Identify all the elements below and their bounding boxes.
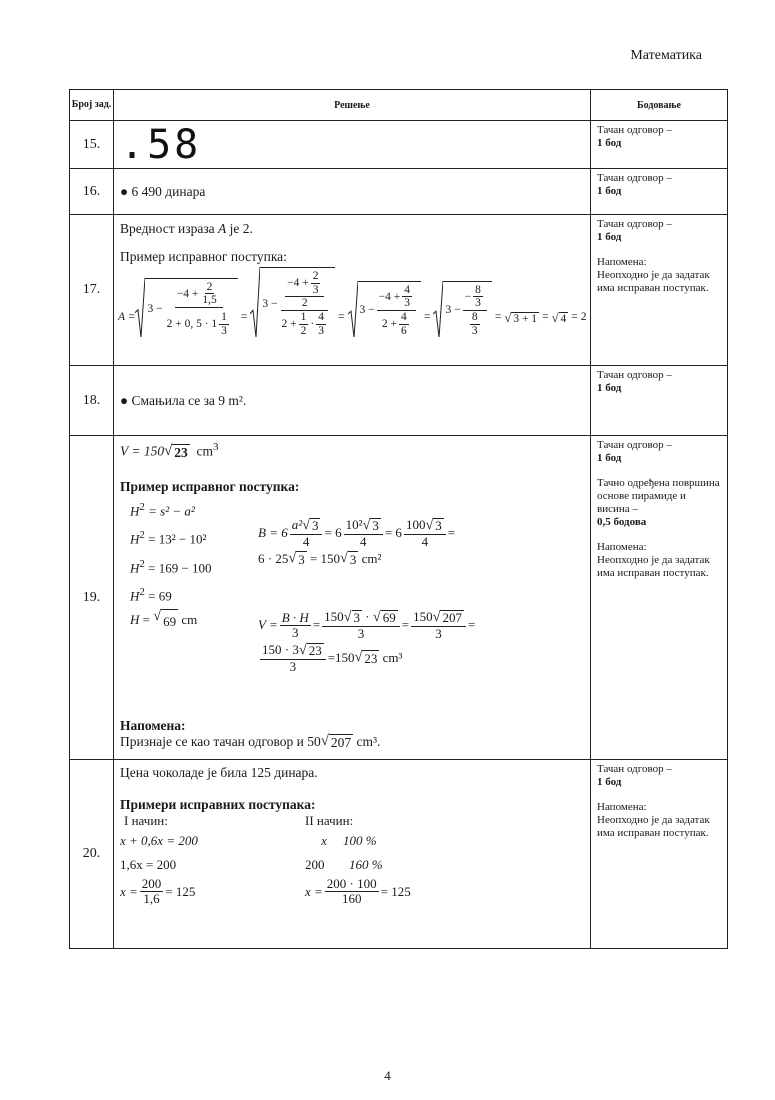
scoring-points: 1 бод bbox=[597, 452, 622, 464]
task-number: 19. bbox=[70, 436, 114, 760]
scoring-line: Тачан одговор – bbox=[597, 763, 672, 775]
task-number: 18. bbox=[70, 366, 114, 436]
answer-post: је 2. bbox=[226, 221, 253, 236]
method-line: x = $\frac{200 \cdot 100}{160}$ = 125 bbox=[305, 876, 411, 907]
solution-cell bbox=[114, 436, 591, 760]
method-title: II начин: bbox=[305, 813, 354, 828]
scoring-cell bbox=[591, 121, 728, 169]
step-4: $H^2 = 69$ bbox=[130, 585, 172, 604]
page-number: 4 bbox=[384, 1068, 391, 1083]
note-text: Неопходно је да задатак има исправан поступак. bbox=[597, 269, 710, 294]
answer-text bbox=[120, 221, 584, 237]
subject-header: Математика bbox=[630, 48, 702, 63]
scoring-cell bbox=[591, 215, 728, 366]
method-line: 1,6x = 200 bbox=[120, 857, 177, 872]
method-line: 200 160 % bbox=[305, 857, 383, 872]
task-number: 16. bbox=[70, 169, 114, 215]
formula-result: 2 bbox=[580, 311, 587, 324]
table-row-19 bbox=[70, 436, 728, 760]
scoring-cell bbox=[591, 760, 728, 949]
scoring-cell bbox=[591, 436, 728, 760]
table-row-17 bbox=[70, 215, 728, 366]
sqrt-term-5: √ 3 + 1 bbox=[504, 311, 538, 326]
v-formula: V = $\frac{B \cdot H}{3}$ = 150 √ 3 · √ 69 3 = 150 √ 207 3 = 150 · 3 √ 23 3 =150 √ 23 cm³ bbox=[258, 609, 476, 674]
method-title: I начин: bbox=[124, 813, 168, 828]
scoring-line: Тачан одговор – bbox=[597, 124, 672, 136]
method-2 bbox=[305, 813, 411, 907]
method-line: x 100 % bbox=[321, 833, 377, 848]
answer-text: ● 6 490 динара bbox=[120, 183, 206, 199]
scoring-line: Тачан одговор – bbox=[597, 218, 672, 230]
procedure-title: Пример исправног поступка: bbox=[120, 478, 300, 494]
table-row-18 bbox=[70, 366, 728, 436]
sqrt-term-4: 3 − − $\frac{8}{3}$ $\frac{8}{3}$ bbox=[433, 281, 491, 338]
sqrt-term-2: 3 − −4 + $\frac{2}{3}$ 2 2 + $\frac{1}{2}$ · $\frac{4}{3}$ bbox=[250, 267, 335, 337]
note-title: Напомена: bbox=[120, 718, 186, 733]
solution-cell bbox=[114, 121, 591, 169]
procedure-title: Пример исправног поступка: bbox=[120, 249, 287, 264]
sqrt-term-6: √ 4 bbox=[551, 311, 567, 326]
note-title: Напомена: bbox=[597, 801, 647, 813]
method-line: x + 0,6x = 200 bbox=[120, 833, 198, 848]
answer-pre: Вредност израза bbox=[120, 221, 219, 236]
answer-volume: V = 150 √ 23 $cm^3$ bbox=[120, 441, 219, 460]
seven-segment-answer: .58 bbox=[120, 121, 202, 168]
header-scoring: Бодовање bbox=[591, 90, 728, 121]
header-solution: Решење bbox=[114, 90, 591, 121]
scoring-points: 1 бод bbox=[597, 185, 622, 197]
scoring-points: 1 бод bbox=[597, 776, 622, 788]
table-header-row bbox=[70, 90, 728, 121]
sqrt-term-1: 3 − −4 + $\frac{2}{1,5}$ 2 + 0, 5 · 1 $\frac{1}{3}$ bbox=[135, 278, 237, 338]
note-title: Напомена: bbox=[597, 256, 647, 268]
solution-cell bbox=[114, 169, 591, 215]
answer-lhs: V = 150 bbox=[120, 443, 165, 459]
solution-cell bbox=[114, 366, 591, 436]
step-1: $H^2 = s^2 - a^2$ bbox=[130, 500, 195, 519]
task-number: 17. bbox=[70, 215, 114, 366]
partial-scoring-points: 0,5 бодова bbox=[597, 516, 647, 528]
table-row-15 bbox=[70, 121, 728, 169]
partial-scoring-text: Тачно одређена површина основе пирамиде и висина – bbox=[597, 477, 720, 515]
scoring-line: Тачан одговор – bbox=[597, 439, 672, 451]
solution-cell bbox=[114, 215, 591, 366]
method-line: x = $\frac{200}{1,6}$ = 125 bbox=[120, 876, 196, 907]
table-row-20 bbox=[70, 760, 728, 949]
table-row-16 bbox=[70, 169, 728, 215]
formula-lhs: A = bbox=[118, 311, 136, 324]
solution-cell bbox=[114, 760, 591, 949]
answer-text: Цена чоколаде је била 125 динара. bbox=[120, 765, 318, 780]
note-text: Признаје се као тачан одговор и 50 √ 207 cm³. bbox=[120, 733, 381, 751]
task-number: 15. bbox=[70, 121, 114, 169]
step-5: H = √ 69 cm bbox=[130, 608, 584, 634]
scoring-cell bbox=[591, 169, 728, 215]
scoring-points: 1 бод bbox=[597, 137, 622, 149]
note-title: Напомена: bbox=[597, 541, 647, 553]
step-3: $H^2 = 169 - 100$ bbox=[130, 557, 212, 575]
method-1 bbox=[120, 813, 305, 907]
scoring-cell bbox=[591, 366, 728, 436]
note-text: Неопходно је да задатак има исправан поступак. bbox=[597, 814, 710, 839]
formula-a: A = 3 − −4 + $\frac{2}{1,5}$ 2 + 0, 5 · 1 $\frac{1}{3}$ = 3 − −4 + $\frac{2}{3}$ 2 2 + $\frac{1}{2}$ · $\frac{4}{3}$ = 3 − −4 + $\frac{4}{3}$ 2 + $\frac{4}{6}$ = 3 − − $\frac{8}{3}$ $\frac{8}{3}$ = √ 3 + 1 = √ 4 = 2 bbox=[118, 267, 584, 337]
procedure-title: Примери исправних поступака: bbox=[120, 797, 316, 812]
scoring-points: 1 бод bbox=[597, 231, 622, 243]
solutions-table bbox=[69, 89, 728, 949]
scoring-line: Тачан одговор – bbox=[597, 369, 672, 381]
task-number: 20. bbox=[70, 760, 114, 949]
step-2: $H^2 = 13^2 - 10^2$ bbox=[130, 529, 207, 547]
scoring-line: Тачан одговор – bbox=[597, 172, 672, 184]
sqrt-term-3: 3 − −4 + $\frac{4}{3}$ 2 + $\frac{4}{6}$ bbox=[348, 281, 421, 338]
note-block bbox=[120, 718, 380, 751]
scoring-points: 1 бод bbox=[597, 382, 622, 394]
b-formula: B = 6 a² √ 3 4 = 6 10² √ 3 4 = 6 100 √ 3 4 = 6 · 25 √ 3 = 150 √ 3 cm² bbox=[258, 517, 456, 568]
answer-var: A bbox=[218, 221, 227, 236]
note-text: Неопходно је да задатак има исправан поступак. bbox=[597, 554, 710, 579]
answer-text: ● Смањила се за 9 m². bbox=[120, 392, 247, 408]
header-number: Број зад. bbox=[70, 90, 114, 121]
